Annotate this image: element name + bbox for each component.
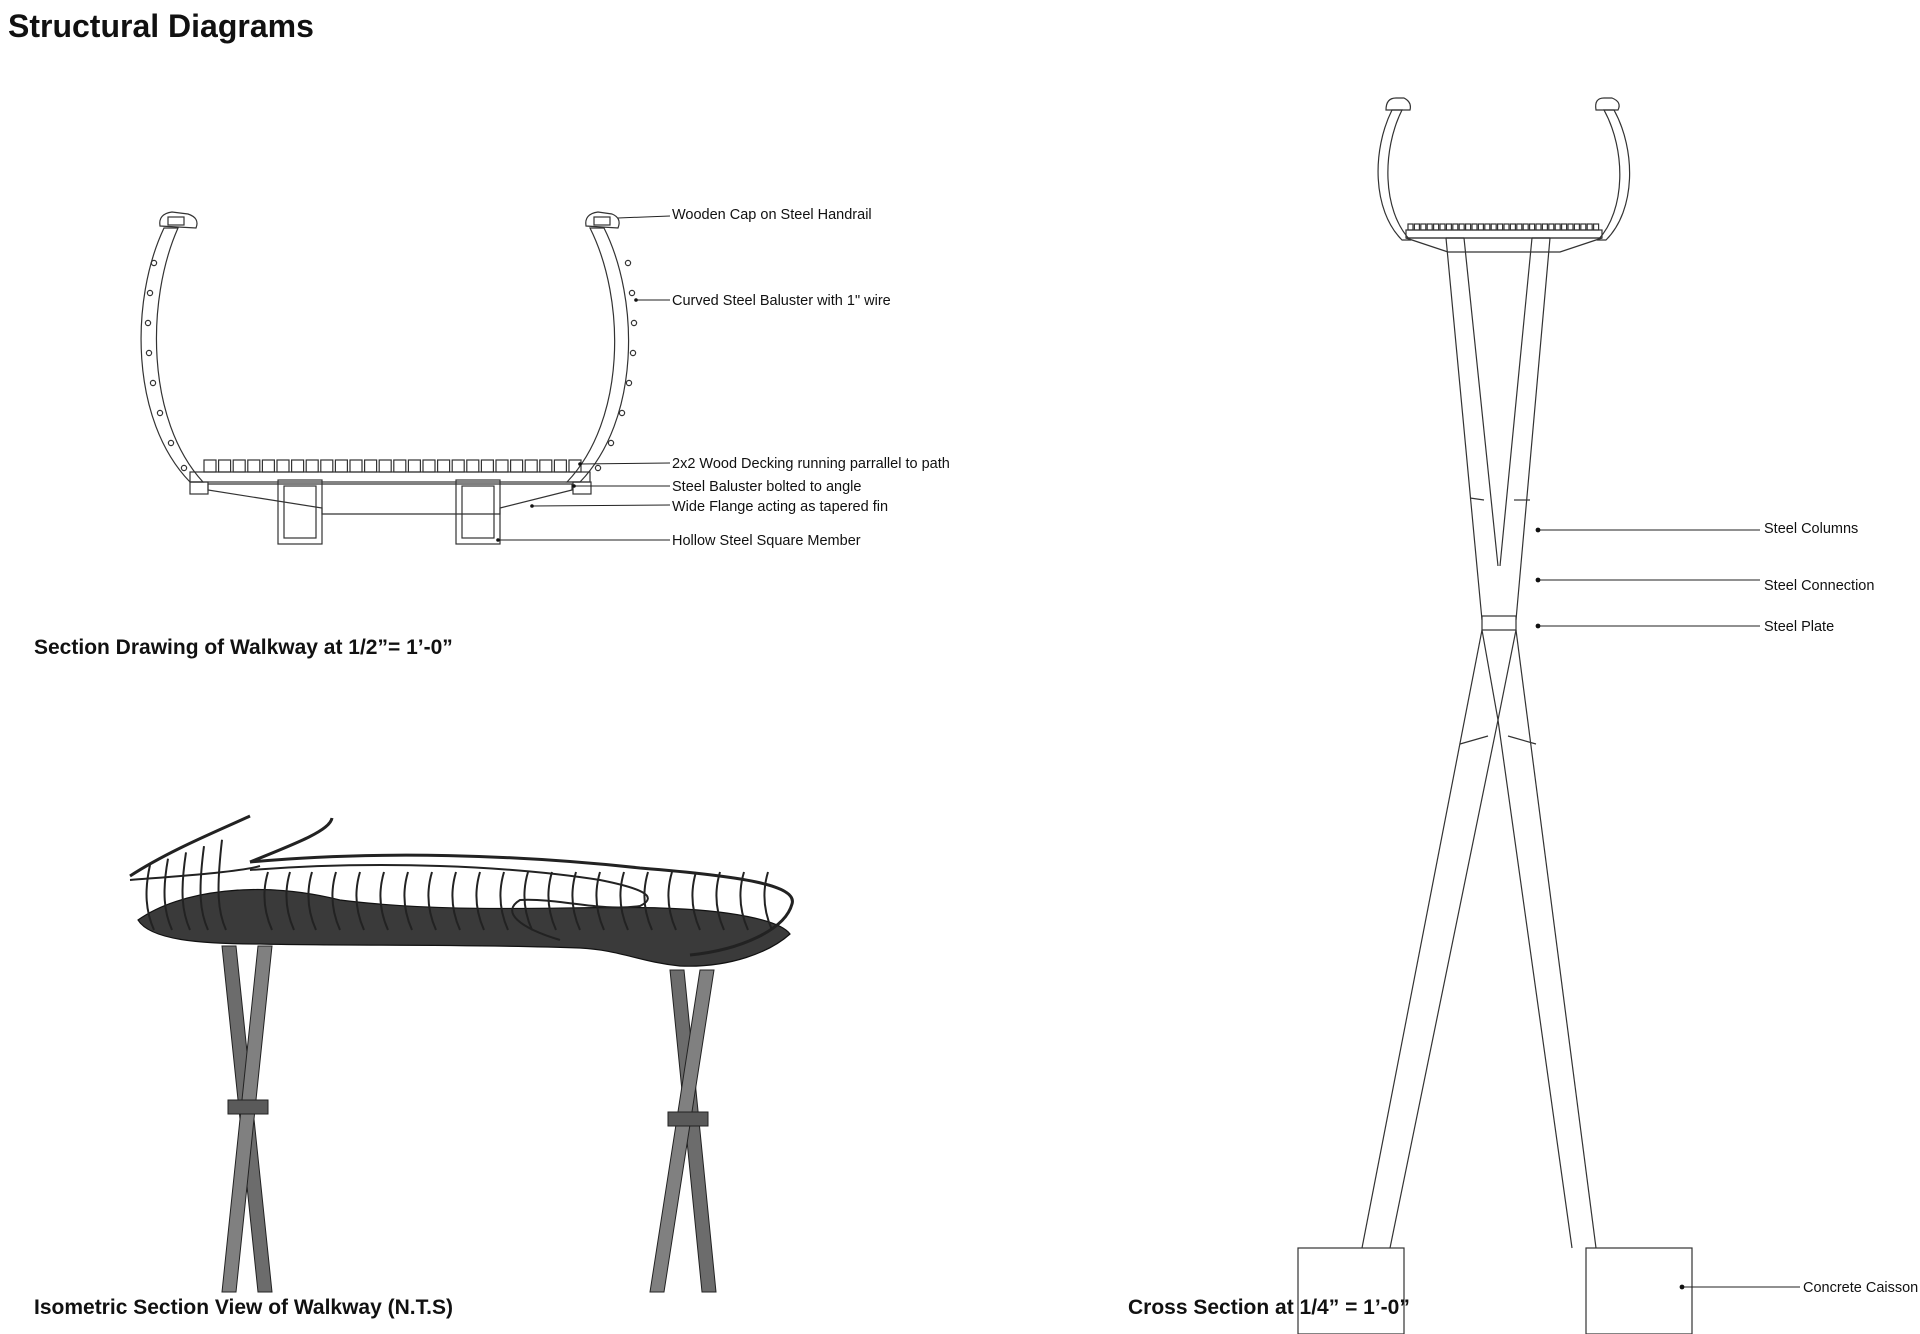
cross-deck-board xyxy=(1421,224,1426,230)
deck-board xyxy=(394,460,406,472)
cross-deck-board xyxy=(1594,224,1599,230)
cross-deck-board xyxy=(1472,224,1477,230)
steel-columns-lower xyxy=(1362,630,1596,1248)
cross-deck-board xyxy=(1549,224,1554,230)
deck-board xyxy=(569,460,581,472)
cross-deck-board xyxy=(1587,224,1592,230)
right-handrail-cap xyxy=(586,212,619,228)
cross-deck-board xyxy=(1485,224,1490,230)
deck-board xyxy=(438,460,450,472)
label-steel-connection: Steel Connection xyxy=(1764,578,1875,594)
deck-board xyxy=(219,460,231,472)
cross-left-baluster xyxy=(1378,110,1410,240)
cross-section-caption: Cross Section at 1/4” = 1’-0” xyxy=(1128,1296,1410,1319)
left-cap-inset xyxy=(168,217,184,225)
cross-deck-board xyxy=(1491,224,1496,230)
wide-flange-fin xyxy=(208,484,572,514)
cross-deck-board xyxy=(1408,224,1413,230)
page-title: Structural Diagrams xyxy=(8,8,314,44)
label-wood-decking: 2x2 Wood Decking running parrallel to path xyxy=(672,456,950,472)
cross-deck-board xyxy=(1542,224,1547,230)
deck-board xyxy=(306,460,318,472)
deck-board xyxy=(248,460,260,472)
cross-deck-board xyxy=(1440,224,1445,230)
steel-plate xyxy=(1482,616,1516,630)
deck-board xyxy=(277,460,289,472)
deck-board xyxy=(365,460,377,472)
deck-board xyxy=(554,460,566,472)
label-wide-flange: Wide Flange acting as tapered fin xyxy=(672,499,889,515)
right-curved-baluster xyxy=(567,228,629,482)
label-concrete-caisson: Concrete Caisson xyxy=(1803,1280,1919,1296)
cross-right-cap xyxy=(1596,98,1619,110)
cross-deck-board xyxy=(1536,224,1541,230)
cross-deck-board xyxy=(1504,224,1509,230)
cross-right-baluster xyxy=(1598,110,1630,240)
deck-board xyxy=(233,460,245,472)
deck-board xyxy=(292,460,304,472)
cross-deck-board xyxy=(1510,224,1515,230)
cross-deck-board xyxy=(1574,224,1579,230)
cross-leader-lines xyxy=(1538,530,1800,1287)
cross-deck-board xyxy=(1453,224,1458,230)
steel-columns-upper xyxy=(1446,238,1550,620)
left-angle xyxy=(190,482,208,494)
cross-deck-board xyxy=(1478,224,1483,230)
cross-fin xyxy=(1406,238,1602,252)
cross-leader-dots xyxy=(1536,528,1685,1290)
label-steel-plate: Steel Plate xyxy=(1764,619,1835,635)
deck-board xyxy=(540,460,552,472)
isometric-left-legs xyxy=(222,946,272,1292)
cross-deck-board xyxy=(1459,224,1464,230)
left-wire-holes xyxy=(145,260,186,470)
deck-board xyxy=(350,460,362,472)
section-drawing xyxy=(141,207,950,549)
cross-deck-board xyxy=(1568,224,1573,230)
cross-deck-board xyxy=(1562,224,1567,230)
label-baluster-bolted: Steel Baluster bolted to angle xyxy=(672,479,862,495)
cross-deck-board xyxy=(1466,224,1471,230)
deck-board xyxy=(321,460,333,472)
cross-deck-board xyxy=(1427,224,1432,230)
right-cap-inset xyxy=(594,217,610,225)
cross-deck-board xyxy=(1530,224,1535,230)
isometric-right-legs xyxy=(650,970,716,1292)
deck-board xyxy=(379,460,391,472)
label-steel-columns: Steel Columns xyxy=(1764,521,1859,537)
cross-section xyxy=(1298,98,1918,1334)
right-hollow-member xyxy=(456,480,500,544)
cross-left-cap xyxy=(1386,98,1410,110)
deck-board xyxy=(511,460,523,472)
right-angle xyxy=(573,482,591,494)
left-hollow-member xyxy=(278,480,322,544)
cross-deck-board xyxy=(1498,224,1503,230)
cross-deck-board xyxy=(1581,224,1586,230)
cross-deck-board xyxy=(1414,224,1419,230)
deck-board xyxy=(467,460,479,472)
label-wooden-cap: Wooden Cap on Steel Handrail xyxy=(672,207,872,223)
deck-board xyxy=(452,460,464,472)
cross-deck-board xyxy=(1555,224,1560,230)
deck-board xyxy=(496,460,508,472)
right-hollow-inner xyxy=(462,486,494,538)
cross-deck-board xyxy=(1446,224,1451,230)
label-hollow-member: Hollow Steel Square Member xyxy=(672,533,861,549)
wood-decking xyxy=(204,460,581,472)
cross-deck-board xyxy=(1517,224,1522,230)
right-wire-holes xyxy=(595,260,636,470)
label-curved-baluster: Curved Steel Baluster with 1" wire xyxy=(672,293,891,309)
deck-board xyxy=(408,460,420,472)
left-concrete-caisson xyxy=(1298,1248,1404,1334)
cross-deck-board xyxy=(1523,224,1528,230)
isometric-view xyxy=(130,816,792,1292)
deck-board xyxy=(525,460,537,472)
deck-base xyxy=(190,472,590,482)
cross-deck-base xyxy=(1406,230,1602,238)
cross-decking xyxy=(1408,224,1599,230)
deck-board xyxy=(481,460,493,472)
right-concrete-caisson xyxy=(1586,1248,1692,1334)
deck-board xyxy=(204,460,216,472)
section-leader-lines xyxy=(498,216,670,540)
deck-board xyxy=(335,460,347,472)
section-drawing-caption: Section Drawing of Walkway at 1/2”= 1’-0” xyxy=(34,636,453,659)
deck-board xyxy=(262,460,274,472)
isometric-view-caption: Isometric Section View of Walkway (N.T.S) xyxy=(34,1296,453,1319)
left-handrail-cap xyxy=(160,212,197,228)
left-hollow-inner xyxy=(284,486,316,538)
deck-board xyxy=(423,460,435,472)
cross-deck-board xyxy=(1434,224,1439,230)
